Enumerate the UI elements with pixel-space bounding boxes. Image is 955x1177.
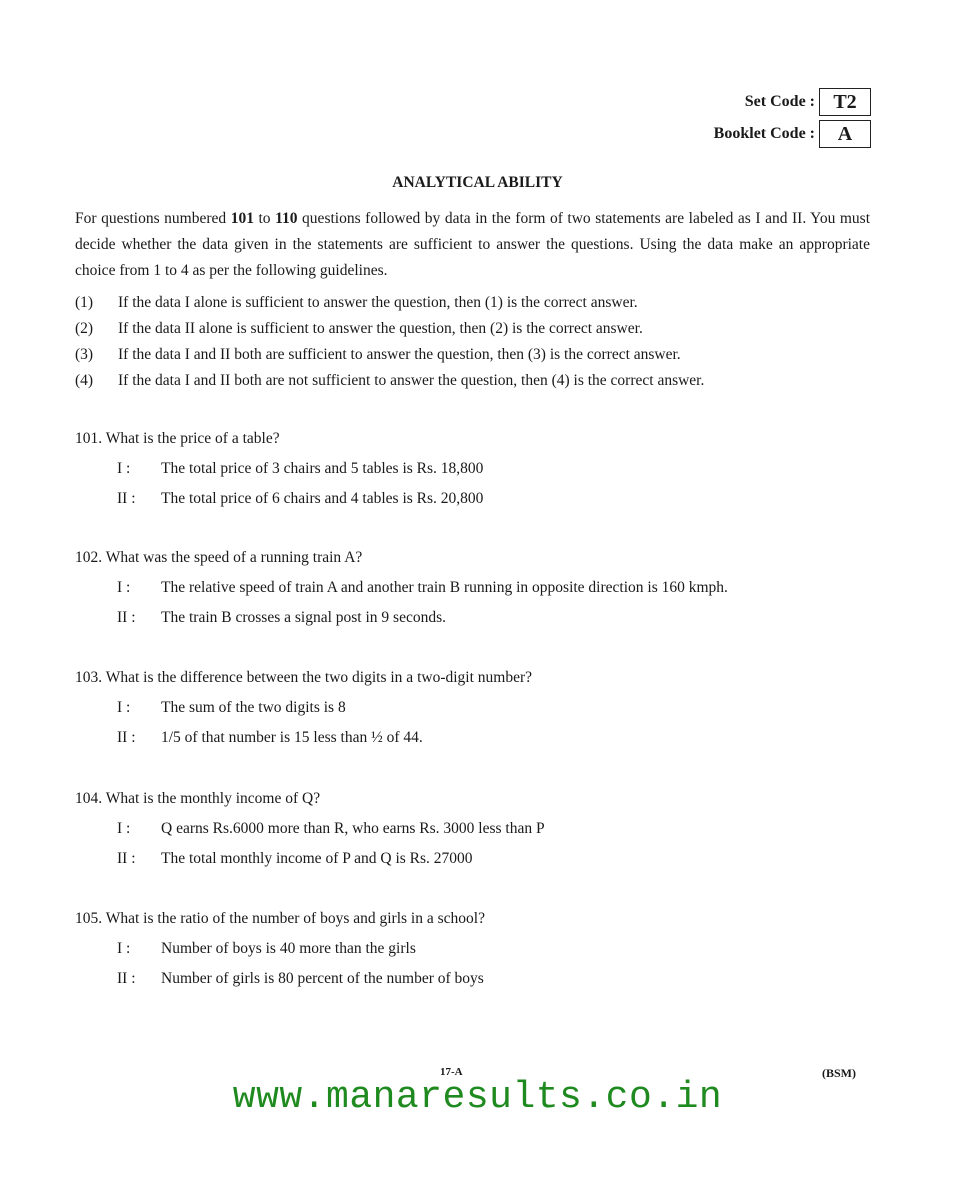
question-105 xyxy=(75,904,875,994)
question-number: 102. xyxy=(75,549,103,566)
intro-part2: to xyxy=(253,210,276,227)
set-code-box: T2 xyxy=(819,88,871,116)
statement-text: The total price of 3 chairs and 5 tables is Rs. 18,800 xyxy=(161,460,484,477)
question-text: What is the ratio of the number of boys and girls in a school? xyxy=(105,910,485,927)
question-line xyxy=(75,543,875,573)
statement-1 xyxy=(75,573,875,603)
question-101 xyxy=(75,424,875,514)
booklet-code-label: Booklet Code : xyxy=(713,125,815,142)
question-number: 103. xyxy=(75,669,103,686)
question-text: What was the speed of a running train A? xyxy=(105,549,363,566)
question-line xyxy=(75,663,875,693)
statement-label: I : xyxy=(117,460,131,477)
subject-code: (BSM) xyxy=(822,1066,856,1080)
question-number: 105. xyxy=(75,910,103,927)
intro-part1: For questions numbered xyxy=(75,210,231,227)
guidelines-list xyxy=(75,290,875,394)
question-text: What is the difference between the two digits in a two-digit number? xyxy=(105,669,532,686)
guideline-item xyxy=(75,342,875,368)
question-number: 104. xyxy=(75,790,103,807)
website-watermark: www.manaresults.co.in xyxy=(232,1076,723,1119)
statement-label: II : xyxy=(117,490,136,507)
page-number: 17-A xyxy=(440,1066,463,1078)
guideline-item xyxy=(75,316,875,342)
set-code-label: Set Code : xyxy=(744,93,815,110)
guideline-number: (3) xyxy=(75,346,94,363)
question-number: 101. xyxy=(75,430,103,447)
statement-text: The relative speed of train A and another train B running in opposite direction is 160 kmph. xyxy=(161,579,728,596)
statement-2 xyxy=(75,844,875,874)
guideline-item xyxy=(75,290,875,316)
statement-label: II : xyxy=(117,970,136,987)
statement-text: Q earns Rs.6000 more than R, who earns Rs. 3000 less than P xyxy=(161,820,545,837)
statement-label: I : xyxy=(117,579,131,596)
booklet-code-box: A xyxy=(819,120,871,148)
set-code-row xyxy=(714,88,871,116)
statement-1 xyxy=(75,934,875,964)
statement-2 xyxy=(75,723,875,753)
statement-1 xyxy=(75,814,875,844)
question-text: What is the price of a table? xyxy=(105,430,280,447)
statement-label: I : xyxy=(117,820,131,837)
intro-part3: questions followed by data in the form of two statements are labeled as I and II. You must decide whether the data given in the statements are sufficient to answer the questions. Using the data make an appropriate choice from 1 to 4 as per the following guidelines. xyxy=(75,210,871,279)
statement-text: Number of boys is 40 more than the girls xyxy=(161,940,416,957)
instructions-paragraph xyxy=(75,206,870,284)
statement-text: Number of girls is 80 percent of the number of boys xyxy=(161,970,484,987)
statement-2 xyxy=(75,964,875,994)
question-line xyxy=(75,784,875,814)
guideline-number: (4) xyxy=(75,372,94,389)
statement-2 xyxy=(75,603,875,633)
question-text: What is the monthly income of Q? xyxy=(105,790,321,807)
intro-to: 110 xyxy=(275,210,298,227)
guideline-text: If the data II alone is sufficient to answer the question, then (2) is the correct answer. xyxy=(118,320,643,337)
statement-2 xyxy=(75,484,875,514)
question-104 xyxy=(75,784,875,874)
section-title: ANALYTICAL ABILITY xyxy=(392,174,563,191)
statement-label: II : xyxy=(117,609,136,626)
statement-1 xyxy=(75,454,875,484)
guideline-text: If the data I and II both are not sufficient to answer the question, then (4) is the correct answer. xyxy=(118,372,705,389)
statement-label: II : xyxy=(117,729,136,746)
statement-text: The train B crosses a signal post in 9 seconds. xyxy=(161,609,446,626)
booklet-code-row xyxy=(714,120,871,148)
statement-text: The total price of 6 chairs and 4 tables is Rs. 20,800 xyxy=(161,490,484,507)
guideline-number: (2) xyxy=(75,320,94,337)
statement-text: The total monthly income of P and Q is Rs. 27000 xyxy=(161,850,473,867)
question-line xyxy=(75,424,875,454)
statement-1 xyxy=(75,693,875,723)
statement-label: II : xyxy=(117,850,136,867)
intro-from: 101 xyxy=(230,210,254,227)
code-block xyxy=(714,88,871,152)
guideline-text: If the data I and II both are sufficient to answer the question, then (3) is the correct answer. xyxy=(118,346,681,363)
guideline-item xyxy=(75,368,875,394)
question-103 xyxy=(75,663,875,753)
statement-label: I : xyxy=(117,699,131,716)
question-line xyxy=(75,904,875,934)
question-102 xyxy=(75,543,875,633)
statement-text: 1/5 of that number is 15 less than ½ of 44. xyxy=(161,729,423,746)
guideline-text: If the data I alone is sufficient to answer the question, then (1) is the correct answer. xyxy=(118,294,638,311)
statement-text: The sum of the two digits is 8 xyxy=(161,699,346,716)
statement-label: I : xyxy=(117,940,131,957)
guideline-number: (1) xyxy=(75,294,94,311)
